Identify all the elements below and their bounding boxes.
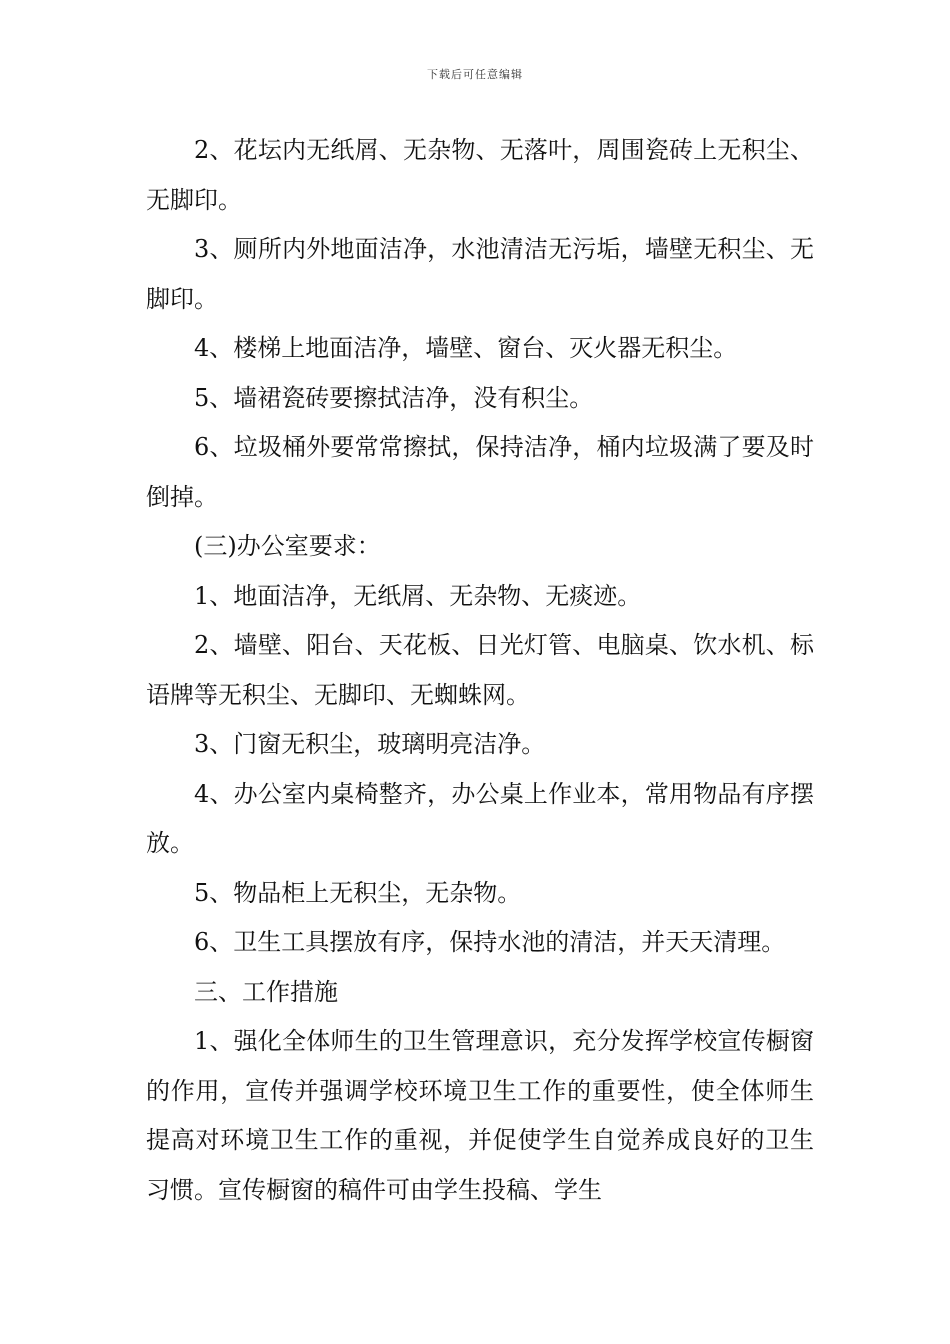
section-heading: 三、工作措施	[194, 977, 338, 1006]
paragraph: 4、办公室内桌椅整齐，办公桌上作业本，常用物品有序摆放。	[146, 779, 814, 857]
paragraph: 5、物品柜上无积尘，无杂物。	[194, 878, 522, 907]
paragraph: 6、卫生工具摆放有序，保持水池的清洁，并天天清理。	[194, 928, 786, 956]
paragraph: 3、门窗无积尘，玻璃明亮洁净。	[194, 730, 546, 758]
document-body	[146, 126, 814, 1215]
page-header: 下载后可任意编辑	[427, 68, 523, 81]
section-heading: (三)办公室要求：	[194, 532, 381, 560]
paragraph: 1、地面洁净，无纸屑、无杂物、无痰迹。	[194, 581, 642, 610]
paragraph: 2、花坛内无纸屑、无杂物、无落叶，周围瓷砖上无积尘、无脚印。	[146, 136, 814, 214]
paragraph: 2、墙壁、阳台、天花板、日光灯管、电脑桌、饮水机、标语牌等无积尘、无脚印、无蜘蛛网。	[146, 631, 814, 709]
paragraph: 1、强化全体师生的卫生管理意识，充分发挥学校宣传橱窗的作用，宣传并强调学校环境卫生工作的重要性，使全体师生提高对环境卫生工作的重视，并促使学生自觉养成良好的卫生习惯。宣传橱窗的稿件可由学生投稿、学生	[146, 1027, 814, 1204]
paragraph: 3、厕所内外地面洁净，水池清洁无污垢，墙壁无积尘、无脚印。	[146, 235, 814, 313]
paragraph: 6、垃圾桶外要常常擦拭，保持洁净，桶内垃圾满了要及时倒掉。	[146, 433, 814, 511]
paragraph: 4、楼梯上地面洁净，墙壁、窗台、灭火器无积尘。	[194, 334, 738, 362]
paragraph: 5、墙裙瓷砖要擦拭洁净，没有积尘。	[194, 383, 594, 412]
